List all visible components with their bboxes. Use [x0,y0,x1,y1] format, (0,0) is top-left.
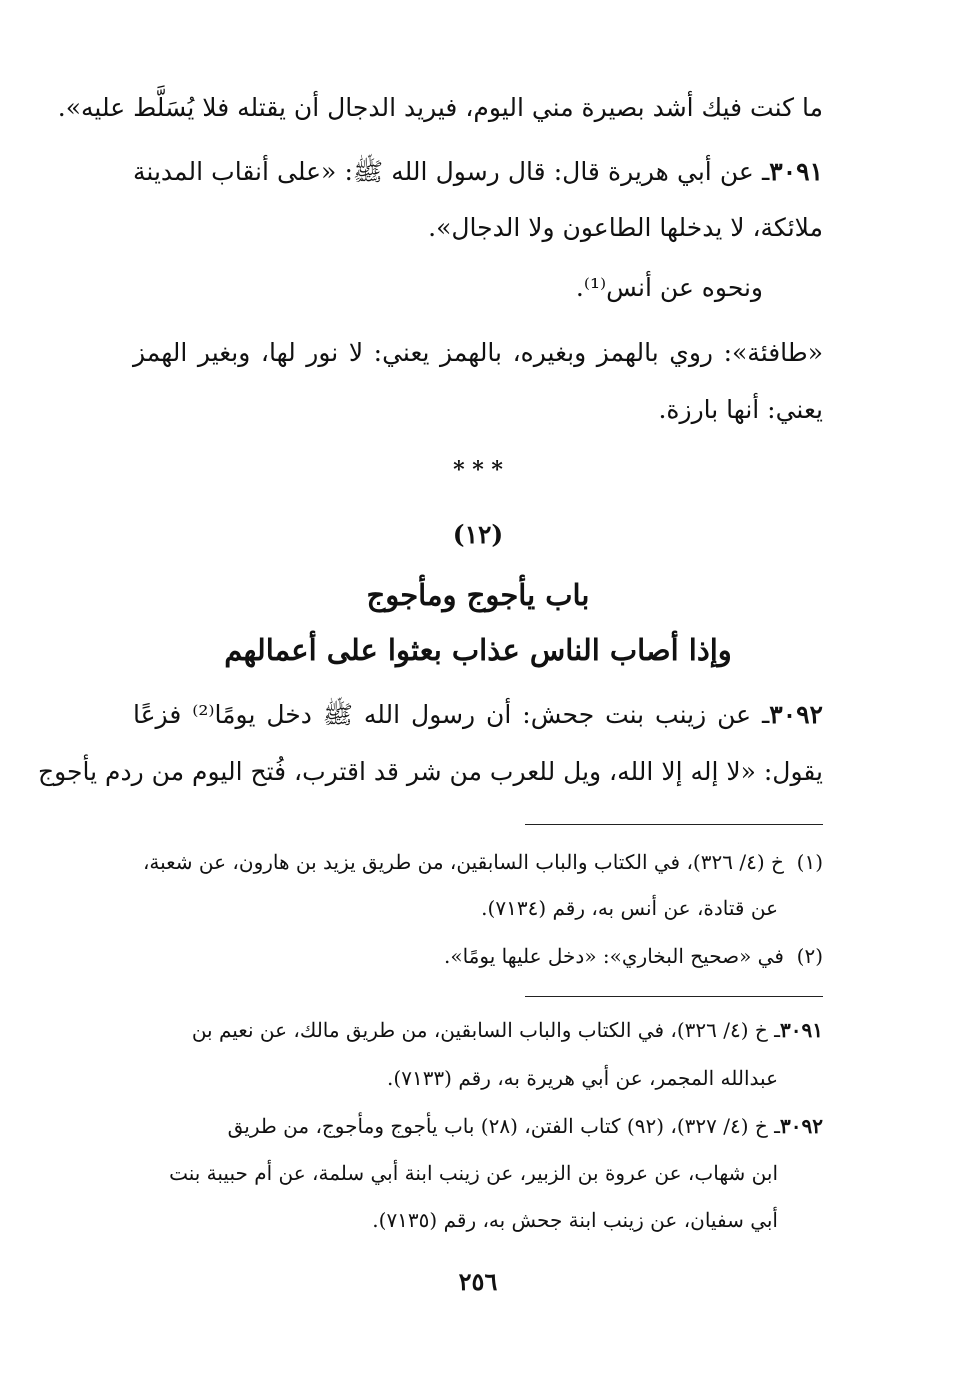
takhrij-text: ـ خ (٤/ ٣٢٦)، في الكتاب والباب السابقين، من طريق مالك، عن نعيم بن [191,1018,781,1042]
takhrij-3092-line-3: أبي سفيان، عن زينب ابنة جحش به، رقم (٧١٣٥). [372,1208,778,1232]
takhrij-rule [525,996,823,997]
gloss-line-1: «طافئة»: روي بالهمز وبغيره، بالهمز يعني: لا نور لها، وبغير الهمز [133,338,823,367]
section-separator: * * * [453,457,503,483]
footnote-marker: (٢) [796,944,823,968]
takhrij-3091-line-1 [133,1014,823,1046]
chapter-title-line-2: وإذا أصاب الناس عذاب بعثوا على أعمالهم [224,633,732,667]
footnote-marker: (١) [796,850,823,874]
hadith-number: ٣٠٩١ [769,157,823,186]
hadith-3091-line-1 [133,152,823,192]
gloss-line-2: يعني: أنها بارزة. [658,395,823,424]
takhrij-number: ٣٠٩٢ [780,1114,823,1138]
footnote-text: في «صحيح البخاري»: «دخل عليها يومًا». [443,944,784,968]
footnote-rule [525,824,823,825]
note-anas: ونحوه عن أنس⁽¹⁾. [575,273,763,302]
footnote-2 [133,940,823,972]
page-number: ٢٥٦ [458,1267,498,1296]
takhrij-3092-line-1 [133,1110,823,1142]
footnote-1-line-2: عن قتادة، عن أنس به، رقم (٧١٣٤). [481,896,778,920]
chapter-title-line-1: باب يأجوج ومأجوج [366,578,590,612]
footnote-1-line-1 [133,846,823,878]
takhrij-text: ـ خ (٤/ ٣٢٧)، (٩٢) كتاب الفتن، (٢٨) باب يأجوج ومأجوج، من طريق [227,1114,781,1138]
body-line-1: ما كنت فيك أشد بصيرة مني اليوم، فيريد الدجال أن يقتله فلا يُسَلَّط عليه». [57,93,823,122]
chapter-number: (١٢) [452,520,504,549]
hadith-text: ـ عن زينب بنت جحش: أن رسول الله ﷺ دخل يومًا⁽²⁾ فزعًا [133,700,770,729]
hadith-3092-line-2: يقول: «لا إله إلا الله، ويل للعرب من شر قد اقترب، فُتح اليوم من ردم يأجوج [38,757,823,786]
hadith-3092-line-1 [133,695,823,735]
hadith-text: ـ عن أبي هريرة قال: قال رسول الله ﷺ: «على أنقاب المدينة [133,157,770,186]
hadith-number: ٣٠٩٢ [769,700,823,729]
takhrij-3092-line-2: ابن شهاب، عن عروة بن الزبير، عن زينب ابنة أبي سلمة، عن أم حبيبة بنت [169,1161,778,1185]
hadith-3091-line-2: ملائكة، لا يدخلها الطاعون ولا الدجال». [428,213,823,242]
footnote-text: خ (٤/ ٣٢٦)، في الكتاب والباب السابقين، من طريق يزيد بن هارون، عن شعبة، [142,850,784,874]
takhrij-number: ٣٠٩١ [780,1018,823,1042]
takhrij-3091-line-2: عبدالله المجمر، عن أبي هريرة به، رقم (٧١٣٣). [387,1066,778,1090]
